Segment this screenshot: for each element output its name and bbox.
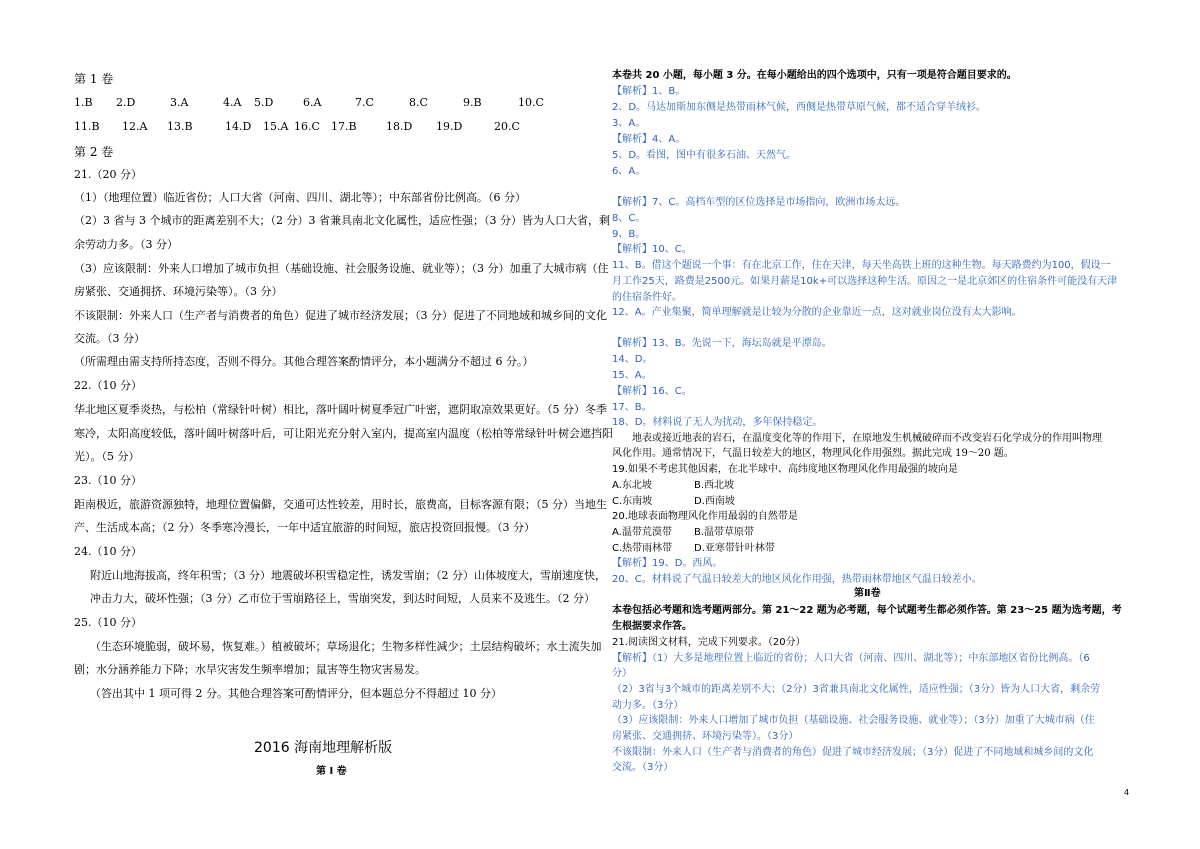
q20-options-row (612, 542, 775, 556)
answer-item: 8.C (409, 96, 428, 109)
answer-item: 9.B (463, 96, 482, 109)
analysis-line: 【解析】1、B。 (612, 86, 686, 97)
analysis-line: 【解析】7、C。高档车型的区位选择是市场指向，欧洲市场太远。 (612, 197, 906, 208)
analysis-line: 2、D。马达加斯加东侧是热带雨林气候，西侧是热带草原气候，都不适合穿羊绒衫。 (612, 102, 987, 113)
option: C.东南坡 (612, 496, 653, 507)
analysis-line: 的住宿条件好。 (612, 292, 682, 303)
analysis-line: 不该限制：外来人口（生产者与消费者的角色）促进了城市经济发展；（3分）促进了不同地域和城乡间的文化 (612, 747, 1094, 758)
q25-line: （答出其中 1 项可得 2 分。其他合理答案可酌情评分，但本题总分不得超过 10 分） (90, 687, 502, 700)
q21-line: （所需理由需支持所持态度，否则不得分。其他合理答案酌情评分，本小题满分不超过 6 分。） (74, 355, 534, 368)
analysis-line: 【解析】16、C。 (612, 386, 692, 397)
answer-item: 6.A (303, 96, 322, 109)
q24-line: 冲击力大，破坏性强；（3 分）乙市位于雪崩路径上，雪崩突发，到达时间短，人员来不及逃生。（2 分） (90, 592, 595, 605)
analysis-line: 11、B。借这个题说一个事：有在北京工作，住在天津，每天坐高铁上班的这种生物。每天路费约为100，假设一 (612, 260, 1111, 271)
material-line: 地表或接近地表的岩石，在温度变化等的作用下，在原地发生机械破碎而不改变岩石化学成分的作用叫物理 (632, 433, 1102, 444)
section-title: 第 I 卷 (316, 766, 347, 777)
option: A.东北坡 (612, 480, 652, 491)
answer-item: 2.D (116, 96, 136, 109)
q21-line: 交流。（3 分） (74, 332, 145, 345)
analysis-line: 18、D。材料说了无人为扰动，多年保持稳定。 (612, 417, 823, 428)
answer-item: 1.B (74, 96, 93, 109)
question-20: 20.地球表面物理风化作用最弱的自然带是 (612, 511, 798, 522)
part1-heading: 第 1 卷 (74, 72, 114, 86)
q25-line: （生态环境脆弱，破坏易，恢复难。）植被破坏；草场退化；生物多样性减少；土层结构破坏；水土流失加 (90, 640, 602, 653)
analysis-line: 房紧张、交通拥挤、环境污染等）。（3分） (612, 731, 799, 742)
material-line: 风化作用。通常情况下，气温日较差大的地区，物理风化作用强烈。据此完成 19～20 题。 (612, 448, 1014, 459)
answer-item: 10.C (518, 96, 544, 109)
q25-heading: 25.（10 分） (74, 616, 142, 629)
analysis-line: 6、A。 (612, 166, 646, 177)
answer-item: 3.A (170, 96, 189, 109)
answer-item: 5.D (254, 96, 274, 109)
analysis-line: 20、C。材料说了气温日较差大的地区风化作用强，热带雨林带地区气温日较差小。 (612, 574, 982, 585)
page-number: 4 (1124, 788, 1130, 797)
analysis-line: 【解析】10、C。 (612, 244, 692, 255)
analysis-line: 动力多。（3分） (612, 700, 684, 711)
q21-line: （3）应该限制：外来人口增加了城市负担（基础设施、社会服务设施、就业等）；（3 分）加重了大城市病（住 (74, 262, 609, 275)
answer-item: 13.B (167, 120, 193, 133)
analysis-line: 15、A。 (612, 370, 652, 381)
answers-row-2 (74, 120, 534, 134)
question-21: 21.阅读图文材料，完成下列要求。（20分） (612, 637, 806, 648)
analysis-line: 9、B。 (612, 229, 646, 240)
analysis-line: 【解析】13、B。先说一下，海坛岛就是平潭岛。 (612, 338, 832, 349)
analysis-line: 12、A。产业集聚，简单理解就是让较为分散的企业靠近一点，这对就业岗位没有太大影响。 (612, 307, 1022, 318)
section2-intro: 本卷包括必考题和选考题两部分。第 21～22 题为必考题，每个试题考生都必须作答。第 23～25 题为选考题，考 (612, 605, 1122, 616)
q21-line: （2）3 省与 3 个城市的距离差别不大；（2 分）3 省兼具南北文化属性，适应性强；（3 分）皆为人口大省，剩 (74, 214, 610, 227)
option: C.热带雨林带 (612, 543, 673, 554)
answer-item: 19.D (436, 120, 463, 133)
answer-item: 11.B (74, 120, 100, 133)
option: D.西南坡 (694, 496, 735, 507)
q20-options-row (612, 526, 754, 540)
analysis-line: （2）3省与3个城市的距离差别不大；（2分）3省兼具南北文化属性，适应性强；（3分）皆为人口大省，剩余劳 (612, 684, 1101, 695)
analysis-line: 【解析】（1）大多是地理位置上临近的省份；人口大省（河南、四川、湖北等）；中东部地区省份比例高。（6 (612, 653, 1090, 664)
answer-item: 16.C (294, 120, 320, 133)
answer-item: 17.B (331, 120, 357, 133)
q23-line: 距南极近，旅游资源独特，地理位置偏僻，交通可达性较差，用时长，旅费高，目标客源有限；（5 分）当地生 (74, 498, 607, 511)
q22-line: 华北地区夏季炎热，与松柏（常绿针叶树）相比，落叶阔叶树夏季冠广叶密，遮阴取凉效果更好。（5 分）冬季 (74, 403, 607, 416)
q19-options-row (612, 495, 735, 509)
analysis-line: 5、D。看图，图中有很多石油、天然气。 (612, 150, 797, 161)
option: B.温带草原带 (694, 527, 755, 538)
analysis-line: 17、B。 (612, 402, 652, 413)
analysis-line: 【解析】19、D。西风。 (612, 558, 723, 569)
analysis-line: 14、D。 (612, 354, 653, 365)
document-title: 2016 海南地理解析版 (254, 740, 393, 756)
analysis-line: 【解析】4、A。 (612, 134, 686, 145)
section2-heading: 第Ⅱ卷 (854, 588, 881, 599)
q21-line: 不该限制：外来人口（生产者与消费者的角色）促进了城市经济发展；（3 分）促进了不同地域和城乡间的文化 (74, 309, 607, 322)
answer-item: 7.C (355, 96, 374, 109)
q25-line: 剧；水分涵养能力下降；水旱灾害发生频率增加；鼠害等生物灾害易发。 (74, 663, 426, 676)
q21-heading: 21.（20 分） (74, 168, 142, 181)
answer-item: 20.C (494, 120, 520, 133)
q21-line: 房紧张、交通拥挤、环境污染等）。（3 分） (74, 285, 283, 298)
analysis-line: 交流。（3分） (612, 762, 674, 773)
q22-heading: 22.（10 分） (74, 379, 142, 392)
analysis-line: 月工作25天，路费是2500元。如果月薪是10k+可以选择这种生活。原因之一是北京郊区的住宿条件可能没有天津 (612, 276, 1118, 287)
answer-item: 14.D (225, 120, 252, 133)
answer-item: 15.A (263, 120, 289, 133)
answers-row-1 (74, 96, 558, 110)
option: D.亚寒带针叶林带 (694, 543, 775, 554)
section2-intro: 生根据要求作答。 (612, 621, 692, 632)
q22-line: 寒冷，太阳高度较低，落叶阔叶树落叶后，可让阳光充分射入室内，提高室内温度（松柏等常绿针叶树会遮挡阳 (74, 427, 613, 440)
q24-heading: 24.（10 分） (74, 545, 142, 558)
option: A.温带荒漠带 (612, 527, 672, 538)
q22-line: 光）。（5 分） (74, 450, 140, 463)
analysis-line: 分） (612, 668, 632, 679)
option: B.西北坡 (694, 480, 735, 491)
analysis-line: 3、A。 (612, 118, 646, 129)
part2-heading: 第 2 卷 (74, 145, 114, 159)
q23-heading: 23.（10 分） (74, 474, 142, 487)
q21-line: （1）（地理位置）临近省份；人口大省（河南、四川、湖北等）；中东部省份比例高。（6 分） (74, 191, 526, 204)
answer-item: 4.A (223, 96, 242, 109)
q24-line: 附近山地海拔高，终年积雪；（3 分）地震破坏积雪稳定性，诱发雪崩；（2 分）山体坡度大，雪崩速度快， (90, 569, 606, 582)
answer-item: 18.D (386, 120, 413, 133)
q23-line: 产、生活成本高；（2 分）冬季寒冷漫长，一年中适宜旅游的时间短，旅店投资回报慢。（3 分） (74, 521, 535, 534)
section-intro: 本卷共 20 小题，每小题 3 分。在每小题给出的四个选项中，只有一项是符合题目要求的。 (612, 70, 1017, 81)
analysis-line: 8、C。 (612, 213, 646, 224)
q21-line: 余劳动力多。（3 分） (74, 238, 178, 251)
q19-options-row (612, 479, 734, 493)
question-19: 19.如果不考虑其他因素，在北半球中、高纬度地区物理风化作用最强的坡向是 (612, 464, 958, 475)
analysis-line: （3）应该限制：外来人口增加了城市负担（基础设施、社会服务设施、就业等）；（3分）加重了大城市病（住 (612, 715, 1095, 726)
answer-item: 12.A (122, 120, 148, 133)
